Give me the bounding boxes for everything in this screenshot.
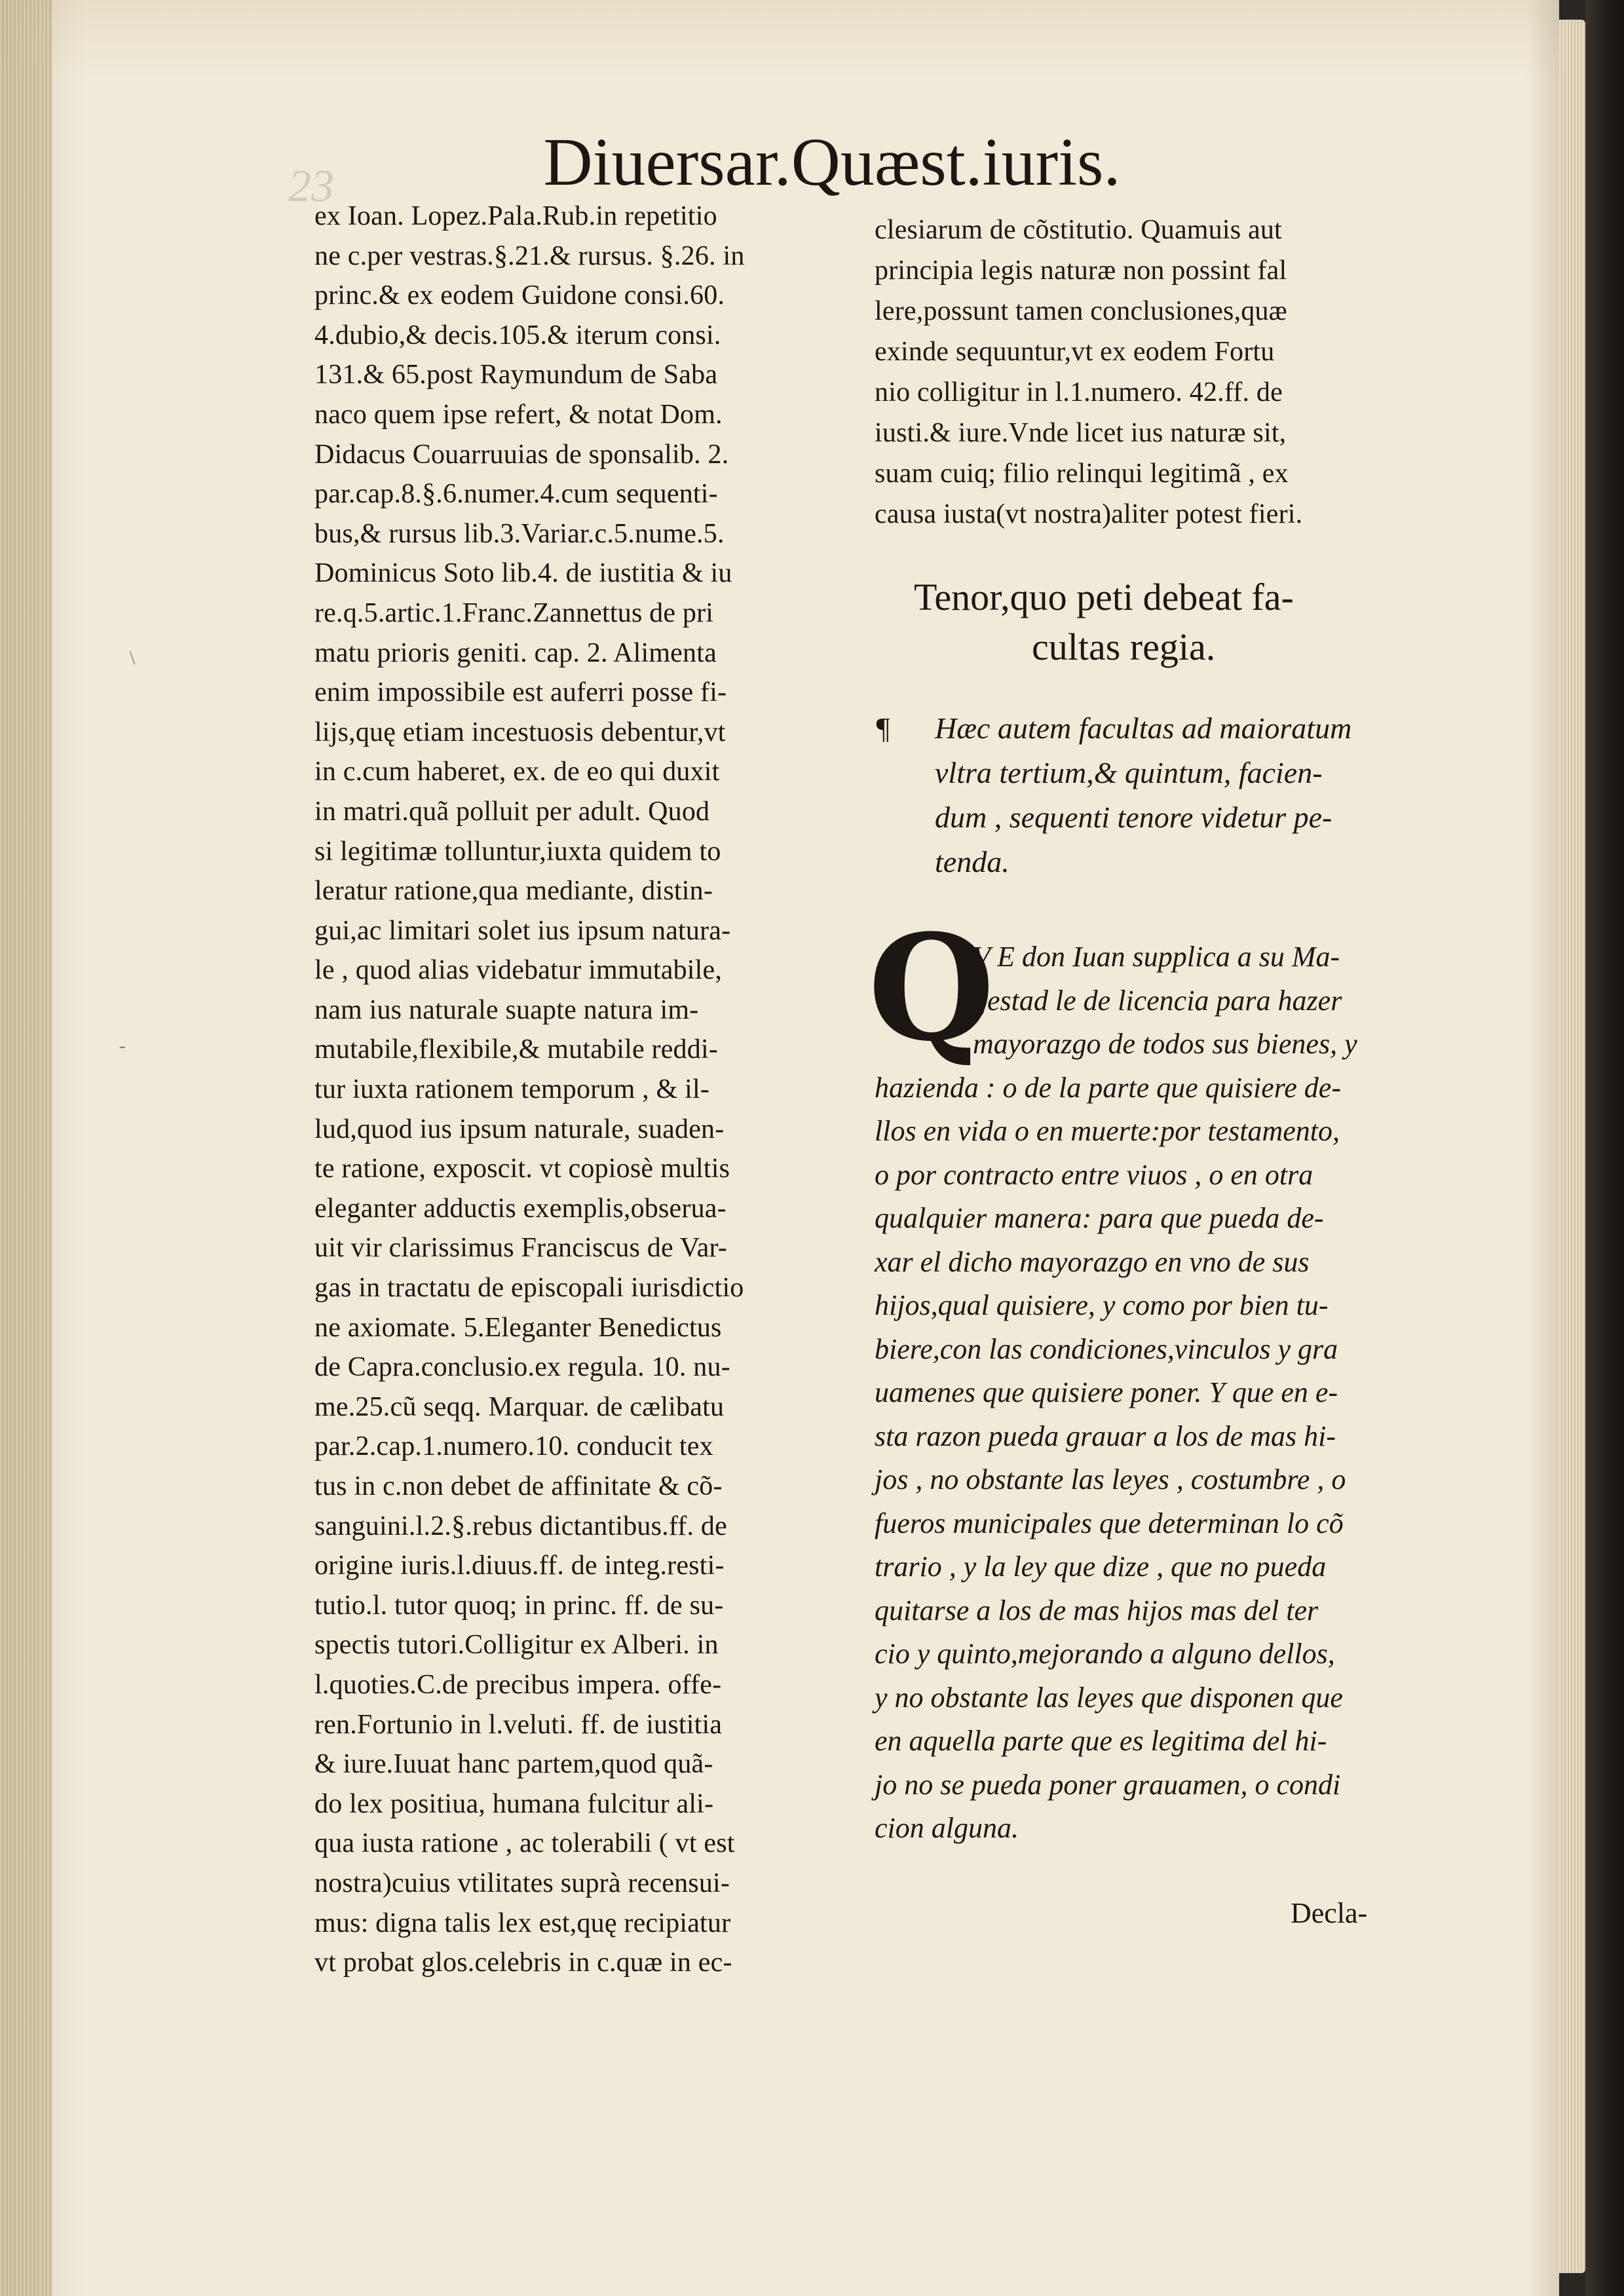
summary-line [875, 751, 1418, 795]
text-line: hijos,qual quisiere, y como por bien tu- [875, 1289, 1329, 1321]
margin-mark: - [119, 1035, 126, 1057]
text-line: jos , no obstante las leyes , costumbre , o [875, 1463, 1346, 1496]
text-line: nostra)cuius vtilitates suprà recensui- [314, 1868, 730, 1898]
summary-line [875, 795, 1418, 840]
text-line: qualquier manera: para que pueda de- [875, 1202, 1324, 1234]
text-line: iusti.& iure.Vnde licet ius naturæ sit, [875, 418, 1287, 448]
text-line: naco quem ipse refert, & notat Dom. [314, 399, 723, 430]
text-line: te ratione, exposcit. vt copiosè multis [314, 1154, 730, 1184]
text-line: mayorazgo de todos sus bienes, y [973, 1028, 1357, 1060]
text-line: tur iuxta rationem temporum , & il- [314, 1074, 710, 1105]
text-line: vt probat glos.celebris in c.quæ in ec- [314, 1948, 732, 1978]
text-line: do lex positiua, humana fulcitur ali- [314, 1788, 714, 1819]
text-line: fueros municipales que determinan lo cõ [875, 1507, 1344, 1539]
section-heading-line: cultas regia. [1032, 626, 1216, 668]
text-line: ne c.per vestras.§.21.& rursus. §.26. in [314, 240, 745, 271]
right-column [868, 210, 1418, 1851]
text-line: 4.dubio,& decis.105.& iterum consi. [314, 320, 721, 350]
text-line: trario , y la ley que dize , que no pueda [875, 1551, 1327, 1583]
text-line: bus,& rursus lib.3.Variar.c.5.nume.5. [314, 518, 725, 549]
text-line: & iure.Iuuat hanc partem,quod quã- [314, 1749, 713, 1780]
text-line: princ.& ex eodem Guidone consi.60. [314, 280, 725, 311]
text-line: uamenes que quisiere poner. Y que en e- [875, 1376, 1338, 1408]
text-line: me.25.cũ seqq. Marquar. de cælibatu [314, 1391, 725, 1422]
text-line: o por contracto entre viuos , o en otra [875, 1158, 1313, 1191]
text-line: ne axiomate. 5.Eleganter Benedictus [314, 1312, 722, 1343]
summary-line [875, 840, 1418, 884]
text-line: gas in tractatu de episcopali iurisdictio [314, 1273, 744, 1304]
margin-mark: \ [130, 647, 136, 669]
text-line: eleganter adductis exemplis,obserua- [314, 1193, 727, 1224]
text-line: 131.& 65.post Raymundum de Saba [314, 360, 718, 390]
text-line: de Capra.conclusio.ex regula. 10. nu- [314, 1352, 730, 1383]
text-line: Didacus Couarruuias de sponsalib. 2. [314, 439, 729, 470]
text-line: si legitimæ tolluntur,iuxta quidem to [314, 836, 721, 867]
text-line: lere,possunt tamen conclusiones,quæ [875, 296, 1287, 326]
summary-text: vltra tertium,& quintum, facien- [935, 756, 1323, 789]
drop-cap: Q [868, 903, 995, 1074]
summary-text: Hæc autem facultas ad maioratum [935, 711, 1352, 745]
summary-paragraph [875, 706, 1418, 884]
text-line: in c.cum haberet, ex. de eo qui duxit [314, 757, 720, 787]
section-heading [914, 573, 1418, 672]
text-line: l.quoties.C.de precibus impera. offe- [314, 1669, 722, 1700]
text-line: par.cap.8.§.6.numer.4.cum sequenti- [314, 479, 718, 510]
text-line: le , quod alias videbatur immutabile, [314, 955, 723, 986]
text-line: y no obstante las leyes que disponen que [875, 1681, 1343, 1714]
pilcrow-icon: ¶ [875, 711, 891, 745]
text-line: mus: digna talis lex est,quę recipiatur [314, 1908, 731, 1938]
section-heading-line: Tenor,quo peti debeat fa- [914, 576, 1294, 618]
text-line: jo no se pueda poner grauamen, o condi [875, 1768, 1341, 1801]
text-line: qua iusta ratione , ac tolerabili ( vt est [314, 1828, 735, 1859]
catchword: Decla- [1291, 1897, 1368, 1929]
text-line: sanguini.l.2.§.rebus dictantibus.ff. de [314, 1511, 727, 1541]
text-line: leratur ratione,qua mediante, distin- [314, 876, 713, 907]
text-line: principia legis naturæ non possint fal [875, 255, 1287, 286]
text-line: re.q.5.artic.1.Franc.Zannettus de pri [314, 597, 714, 628]
text-line: V E don Iuan supplica a su Ma- [973, 941, 1340, 973]
text-line: en aquella parte que es legitima del hi- [875, 1725, 1327, 1757]
text-line: hazienda : o de la parte que quisiere de- [875, 1071, 1341, 1104]
text-line: causa iusta(vt nostra)aliter potest fieri. [875, 499, 1303, 529]
text-line: enim impossibile est auferri posse fi- [314, 677, 727, 708]
text-line: in matri.quã polluit per adult. Quod [314, 796, 710, 827]
text-line: xar el dicho mayorazgo en vno de sus [875, 1245, 1310, 1278]
gutter-page-edges [0, 0, 52, 2296]
text-line: lud,quod ius ipsum naturale, suaden- [314, 1114, 725, 1144]
spanish-petition [868, 903, 1418, 1851]
text-line: tus in c.non debet de affinitate & cõ- [314, 1471, 723, 1501]
text-line: lijs,quę etiam incestuosis debentur,vt [314, 717, 726, 747]
text-line: uit vir clarissimus Franciscus de Var- [314, 1233, 728, 1264]
text-line: origine iuris.l.diuus.ff. de integ.resti- [314, 1551, 725, 1581]
text-line: tutio.l. tutor quoq; in princ. ff. de su- [314, 1590, 724, 1621]
book-edge-shadow [1585, 0, 1624, 2296]
text-line: nam ius naturale suapte natura im- [314, 994, 699, 1025]
text-line: sta razon pueda grauar a los de mas hi- [875, 1420, 1336, 1452]
text-line: gui,ac limitari solet ius ipsum natura- [314, 915, 731, 946]
text-line: exinde sequuntur,vt ex eodem Fortu [875, 337, 1275, 367]
text-line: ex Ioan. Lopez.Pala.Rub.in repetitio [314, 201, 717, 231]
text-line: ren.Fortunio in l.veluti. ff. de iustitia [314, 1709, 723, 1740]
text-line: gestad le de licencia para hazer [973, 984, 1342, 1017]
summary-line [875, 706, 1418, 751]
right-column-latin [875, 210, 1418, 535]
text-line: cion alguna. [875, 1812, 1019, 1844]
running-head: Diuersar.Quæst.iuris. [543, 124, 1121, 200]
summary-text: tenda. [935, 845, 1010, 878]
left-column [314, 197, 832, 1983]
text-line: matu prioris geniti. cap. 2. Alimenta [314, 637, 717, 668]
text-line: cio y quinto,mejorando a alguno dellos, [875, 1638, 1335, 1670]
text-line: llos en vida o en muerte:por testamento, [875, 1115, 1340, 1147]
text-line: spectis tutori.Colligitur ex Alberi. in [314, 1630, 719, 1661]
text-line: nio colligitur in l.1.numero. 42.ff. de [875, 377, 1283, 407]
text-line: suam cuiq; filio relinqui legitimã , ex [875, 459, 1289, 489]
text-line: mutabile,flexibile,& mutabile reddi- [314, 1034, 719, 1065]
text-line: clesiarum de cõstitutio. Quamuis aut [875, 215, 1282, 245]
text-line: Dominicus Soto lib.4. de iustitia & iu [314, 558, 732, 589]
summary-text: dum , sequenti tenore videtur pe- [935, 800, 1332, 834]
text-line: biere,con las condiciones,vinculos y gra [875, 1332, 1338, 1365]
show-through-folio: 23 [288, 161, 334, 212]
text-line: par.2.cap.1.numero.10. conducit tex [314, 1431, 713, 1462]
text-line: quitarse a los de mas hijos mas del ter [875, 1594, 1319, 1627]
